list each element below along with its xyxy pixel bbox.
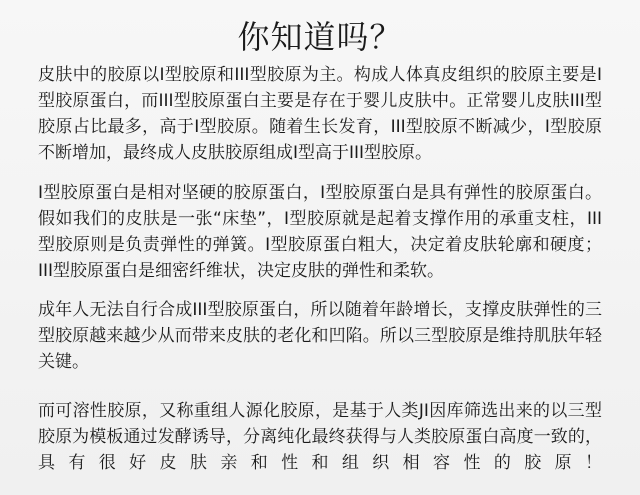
page-title: 你知道吗？ xyxy=(237,18,403,56)
paragraph-3: 成年人无法自行合成III型胶原蛋白，所以随着年龄增长，支撑皮肤弹性的三型胶原越来越少从而带来皮肤的老化和凹陷。所以三型胶原是维持肌肤年轻关键。 xyxy=(38,300,602,372)
paragraph-1: 皮肤中的胶原以I型胶原和III型胶原为主。构成人体真皮组织的胶原主要是I型胶原蛋白，而III型胶原蛋白主要是存在于婴儿皮肤中。正常婴儿皮肤III型胶原占比最多，高于I型胶原。随着生长发育，III型胶原不断减少，I型胶原不断增加，最终成人皮肤胶原组成I型高于III型胶原。 xyxy=(38,65,602,163)
paragraph-4: 而可溶性胶原，又称重组人源化胶原，是基于人类JI因库筛选出来的以三型胶原为模板通过发酵诱导，分离纯化最终获得与人类胶原蛋白高度一致的，具有很好皮肤亲和性和组织相容性的胶原！ xyxy=(38,401,602,473)
paragraph-2: I型胶原蛋白是相对坚硬的胶原蛋白，I型胶原蛋白是具有弹性的胶原蛋白。假如我们的皮肤是一张“床垫”，I型胶原就是起着支撑作用的承重支柱，III型胶原则是负责弹性的弹簧。I型胶原蛋白粗大，决定着皮肤轮廓和硬度；III型胶原蛋白是细密纤维状，决定皮肤的弹性和柔软。 xyxy=(38,183,602,281)
